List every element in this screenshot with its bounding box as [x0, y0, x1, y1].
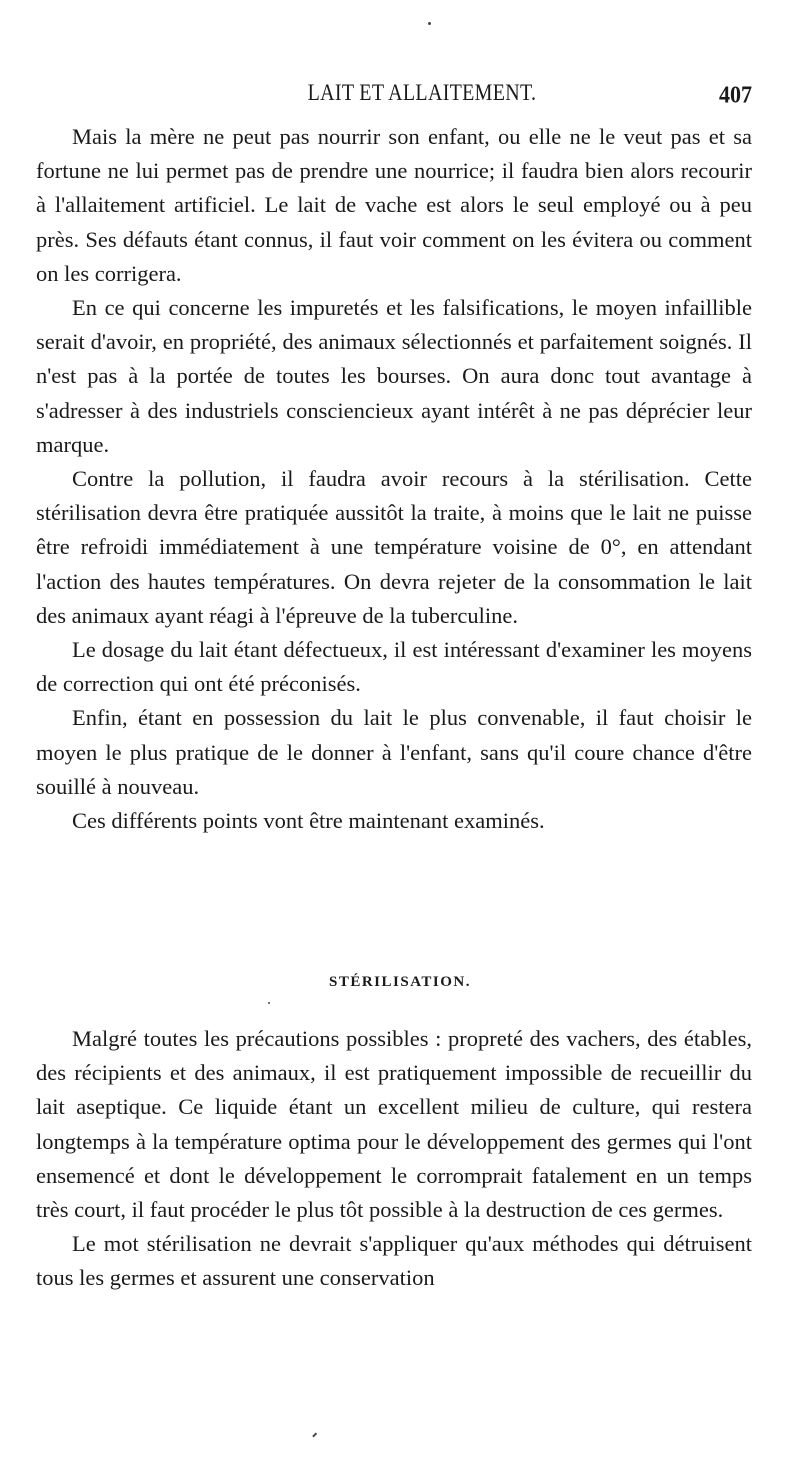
paragraph: Ces différents points vont être maintenant examinés.: [72, 808, 545, 834]
paragraph: Mais la mère ne peut pas nourrir son enfant, ou elle ne le veut pas et sa fortune ne lui permet pas de prendre une nourrice; il faudra bien alors recourir à l'allaitement artificiel. Le lait de vache est alors le seul employé ou à peu près. Ses défauts étant connus, il faut voir comment on les évitera ou comment on les corrigera.: [36, 124, 752, 286]
section-two-text: [36, 1022, 752, 1296]
scan-speck: [312, 1432, 317, 1437]
paragraph: Malgré toutes les précautions possibles : propreté des vachers, des étables, des récipients et des animaux, il est pratiquement impossible de recueillir du lait aseptique. Ce liquide étant un excellent milieu de culture, qui restera longtemps à la température optima pour le développement des germes qui l'ont ensemencé et dont le développement le corromprait fatalement en un temps très court, il faut procéder le plus tôt possible à la destruction de ces germes.: [36, 1026, 752, 1223]
section-one-text: [36, 120, 752, 838]
page-header: [36, 82, 752, 112]
paragraph: En ce qui concerne les impuretés et les falsifications, le moyen infaillible serait d'avoir, en propriété, des animaux sélectionnés et parfaitement soignés. Il n'est pas à la portée de toutes les bourses. On aura donc tout avantage à s'adresser à des industriels consciencieux ayant intérêt à ne pas déprécier leur marque.: [36, 295, 752, 457]
paragraph: Contre la pollution, il faudra avoir recours à la stérilisation. Cette stérilisation devra être pratiquée aussitôt la traite, à moins que le lait ne puisse être refroidi immédiatement à une température voisine de 0°, en attendant l'action des hautes températures. On devra rejeter de la consommation le lait des animaux ayant réagi à l'épreuve de la tuberculine.: [36, 466, 752, 628]
running-title: LAIT ET ALLAITEMENT.: [307, 80, 537, 106]
paragraph: Le mot stérilisation ne devrait s'appliquer qu'aux méthodes qui détruisent tous les germes et assurent une conservation: [36, 1231, 752, 1291]
page-number: 407: [719, 80, 752, 109]
paragraph: Le dosage du lait étant défectueux, il est intéressant d'examiner les moyens de correction qui ont été préconisés.: [36, 637, 752, 697]
scan-speck: [428, 22, 431, 25]
section-heading: STÉRILISATION.: [328, 974, 472, 990]
scan-speck: [268, 1002, 270, 1004]
paragraph: Enfin, étant en possession du lait le plus convenable, il faut choisir le moyen le plus pratique de le donner à l'enfant, sans qu'il coure chance d'être souillé à nouveau.: [36, 705, 752, 799]
